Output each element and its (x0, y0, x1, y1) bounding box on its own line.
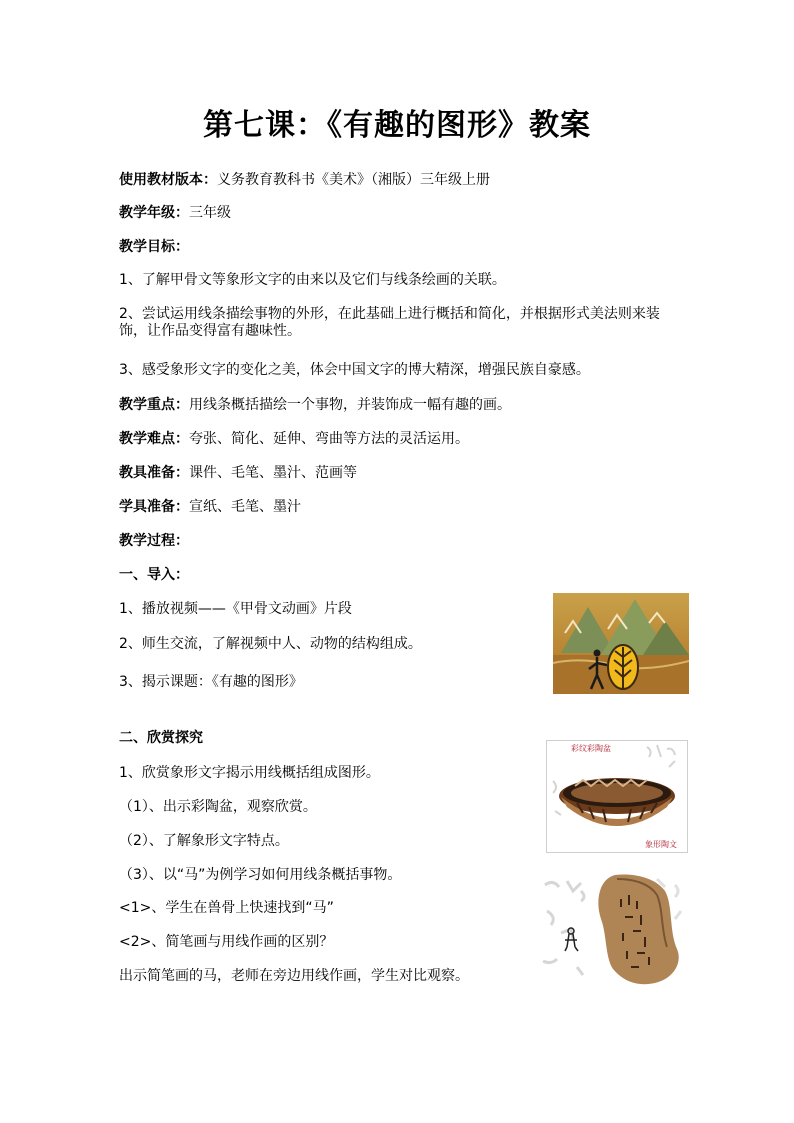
grade-line (119, 203, 231, 223)
key-points-value: 用线条概括描绘一个事物，并装饰成一幅有趣的画。 (189, 397, 511, 413)
process-heading: 教学过程： (119, 533, 189, 549)
student-prep-label: 学具准备： (119, 499, 189, 515)
key-points-label: 教学重点： (119, 397, 189, 413)
section2-item-5: <1>、学生在兽骨上快速找到“马” (119, 900, 334, 916)
pottery-basin-image (546, 740, 688, 853)
pottery-caption-top: 彩纹彩陶盆 (571, 744, 611, 753)
teacher-prep-line (119, 463, 357, 483)
oracle-bone-image (537, 871, 693, 989)
grade-value: 三年级 (189, 205, 231, 221)
section2-item-1: 1、欣赏象形文字揭示用线概括组成图形。 (119, 765, 380, 781)
teacher-prep-value: 课件、毛笔、墨汁、范画等 (189, 465, 357, 481)
key-points-line (119, 395, 511, 415)
student-prep-value: 宣纸、毛笔、墨汁 (189, 499, 301, 515)
section1-item-2: 2、师生交流，了解视频中人、动物的结构组成。 (119, 636, 422, 652)
difficulties-line (119, 429, 469, 449)
section2-item-4: （3）、以“马”为例学习如何用线条概括事物。 (119, 867, 402, 883)
section2-heading: 二、欣赏探究 (119, 730, 203, 746)
section2-item-3: （2）、了解象形文字特点。 (119, 833, 289, 849)
section2-item-7: 出示简笔画的马，老师在旁边用线作画，学生对比观察。 (119, 968, 469, 984)
difficulties-value: 夸张、简化、延伸、弯曲等方法的灵活运用。 (189, 431, 469, 447)
section1-item-1: 1、播放视频——《甲骨文动画》片段 (119, 601, 352, 617)
grade-label: 教学年级： (119, 205, 189, 221)
student-prep-line (119, 497, 301, 517)
difficulties-label: 教学难点： (119, 431, 189, 447)
oracle-animation-image (553, 593, 689, 694)
objective-2: 2、尝试运用线条描绘事物的外形，在此基础上进行概括和简化，并根据形式美法则来装饰，让作品变得富有趣味性。 (119, 306, 660, 339)
teacher-prep-label: 教具准备： (119, 465, 189, 481)
pottery-caption-bottom: 象形陶文 (645, 840, 677, 849)
objective-1: 1、了解甲骨文等象形文字的由来以及它们与线条绘画的关联。 (119, 272, 506, 288)
section2-item-6: <2>、简笔画与用线作画的区别？ (119, 934, 334, 950)
section2-item-2: （1）、出示彩陶盆，观察欣赏。 (119, 799, 317, 815)
objective-3: 3、感受象形文字的变化之美，体会中国文字的博大精深，增强民族自豪感。 (119, 362, 590, 378)
section1-item-3: 3、揭示课题：《有趣的图形》 (119, 674, 303, 690)
textbook-value: 义务教育教科书《美术》（湘版）三年级上册 (217, 172, 490, 188)
textbook-line (119, 170, 490, 190)
objectives-heading: 教学目标： (119, 239, 189, 255)
page-title: 第七课：《有趣的图形》教案 (203, 108, 591, 143)
textbook-label: 使用教材版本： (119, 172, 217, 188)
section1-heading: 一、导入： (119, 567, 189, 583)
